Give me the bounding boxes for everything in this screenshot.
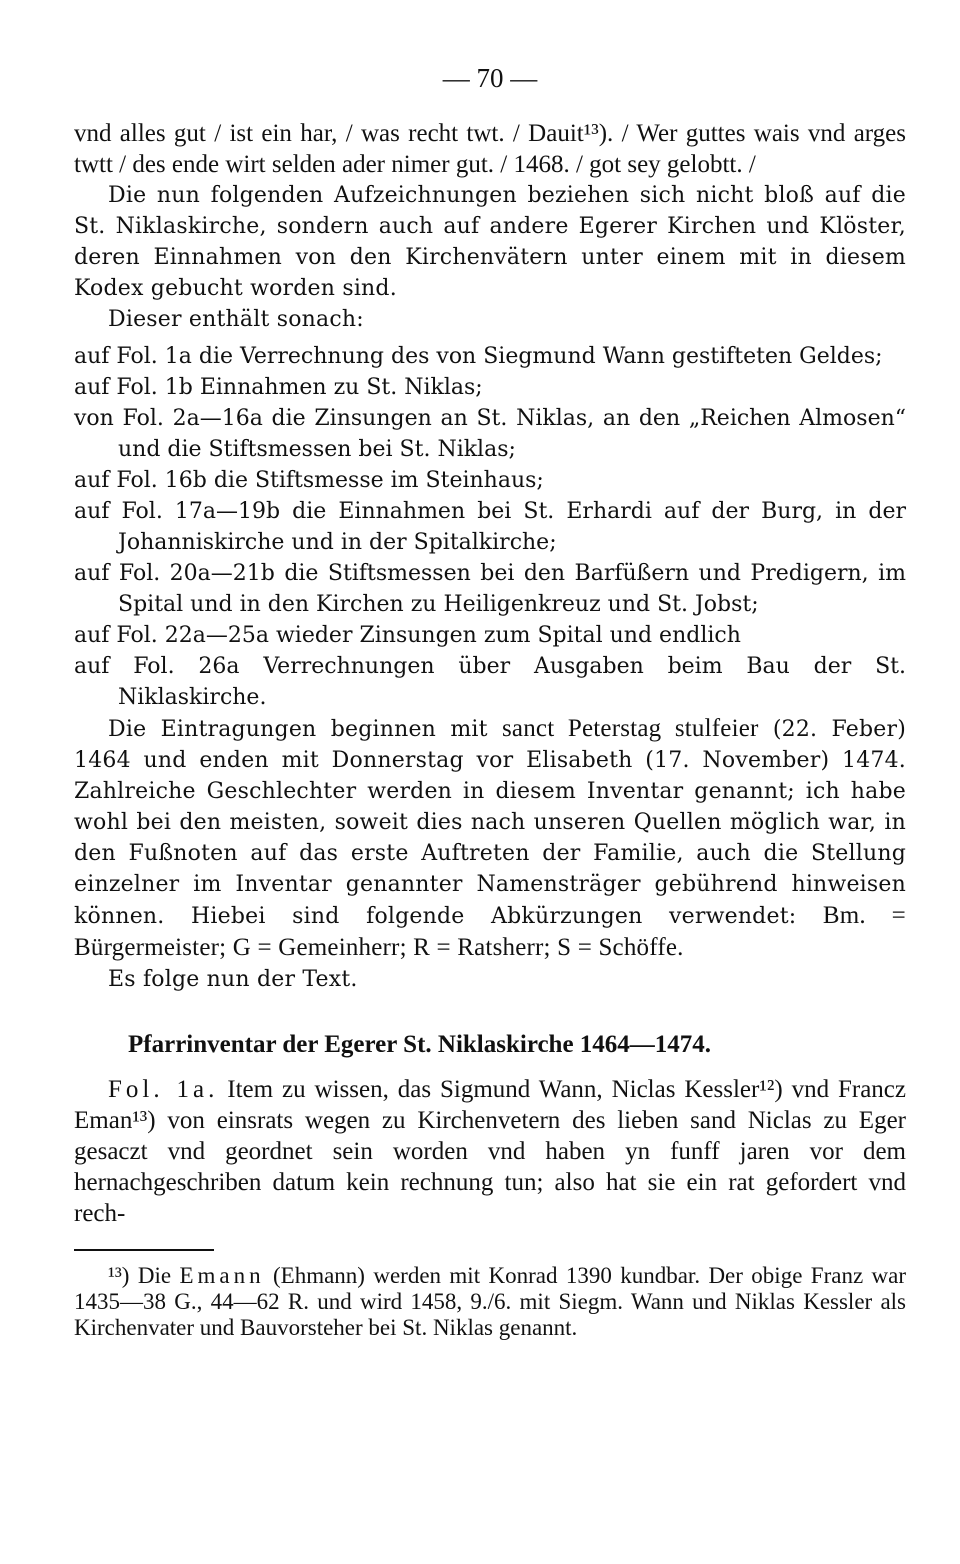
document-page: [74, 58, 906, 1341]
list-item: auf Fol. 16b die Stiftsmesse im Steinhaus;: [74, 468, 544, 493]
entries-date-latin: sanct Peterstag stulfeier: [501, 715, 759, 742]
paragraph-quote: vnd alles gut / ist ein har, / was recht twt. / Dauit¹³). / Wer guttes wais vnd arges twtt / des ende wirt selden ader nimer gut. / 1468. / got sey gelobtt. /: [74, 120, 906, 178]
footnote-text-a: Die: [137, 1263, 172, 1288]
list-item: auf Fol. 20a—21b die Stiftsmessen bei den Barfüßern und Predigern, im Spital und in den Kirchen zu Heiligenkreuz und St. Jobst;: [74, 561, 906, 617]
list-item: auf Fol. 26a Verrechnungen über Ausgaben beim Bau der St. Niklaskirche.: [74, 654, 906, 710]
paragraph-text-follows: Es folge nun der Text.: [108, 967, 358, 992]
abbreviations: Bm. = Bürgermeister; G = Gemeinherr; R = Ratsherr; S = Schöffe.: [74, 902, 906, 961]
list-item: auf Fol. 1a die Verrechnung des von Siegmund Wann gestifteten Geldes;: [74, 344, 883, 369]
paragraph-fol-1a: [74, 1074, 906, 1229]
folio-text: Item zu wissen, das Sigmund Wann, Niclas Kessler¹²) vnd Francz Eman¹³) von einsrats wegen zu Kirchenvetern des lieben sand Niclas zu Eger gesaczt vnd geordnet sein worden vnd haben yn funff jaren vor dem hernachgeschriben datum kein rechnung tun; also hat sie ein rat gefordert vnd rech-: [74, 1076, 906, 1227]
folio-label: Fol. 1a.: [108, 1076, 219, 1103]
section-heading: Pfarrinventar der Egerer St. Niklaskirche 1464—1474.: [128, 1031, 712, 1058]
footnote-divider: [74, 1249, 214, 1251]
list-item: von Fol. 2a—16a die Zinsungen an St. Niklas, an den „Reichen Almosen“ und die Stiftsmessen bei St. Niklas;: [74, 406, 906, 462]
list-item: auf Fol. 1b Einnahmen zu St. Niklas;: [74, 375, 483, 400]
page-number: — 70 —: [442, 63, 538, 93]
paragraph-intro: Die nun folgenden Aufzeichnungen beziehen sich nicht bloß auf die St. Niklaskirche, sondern auch auf andere Egerer Kirchen und Klöster, deren Einnahmen von den Kirchenvätern unter einem mit in diesem Kodex gebucht worden sind.: [74, 183, 906, 301]
footnote-text-b: (Ehmann) werden mit Konrad 1390 kundbar. Der obige Franz war 1435—38 G., 44—62 R. und wird 1458, 9./6. mit Siegm. Wann und Niklas Kessler als Kirchenvater und Bauvorsteher bei St. Niklas genannt.: [74, 1263, 907, 1340]
contents-list: [74, 341, 906, 713]
footnote-name: Emann: [179, 1263, 265, 1288]
entries-text-c: (22. Feber) 1464 und enden mit Donnerstag vor Elisabeth (17. November) 1474. Zahlreiche Geschlechter werden in diesem Inventar genannt; ich habe wohl bei den meisten, soweit dies nach unseren Quellen möglich war, in den Fußnoten auf das erste Auftreten der Familie, auch die Stellung einzelner im Inventar genannter Namensträger gebührend hinweisen können. Hiebei sind folgende Abkürzungen verwendet:: [74, 717, 907, 929]
footnote-mark: ¹³): [108, 1263, 130, 1288]
list-item: auf Fol. 17a—19b die Einnahmen bei St. Erhardi auf der Burg, in der Johanniskirche und in der Spitalkirche;: [74, 499, 906, 555]
list-item: auf Fol. 22a—25a wieder Zinsungen zum Spital und endlich: [74, 623, 741, 648]
footnote: [74, 1263, 906, 1341]
entries-text-a: Die Eintragungen beginnen mit: [108, 717, 488, 742]
paragraph-entries: [74, 713, 906, 964]
paragraph-contents-lead: Dieser enthält sonach:: [108, 307, 364, 332]
